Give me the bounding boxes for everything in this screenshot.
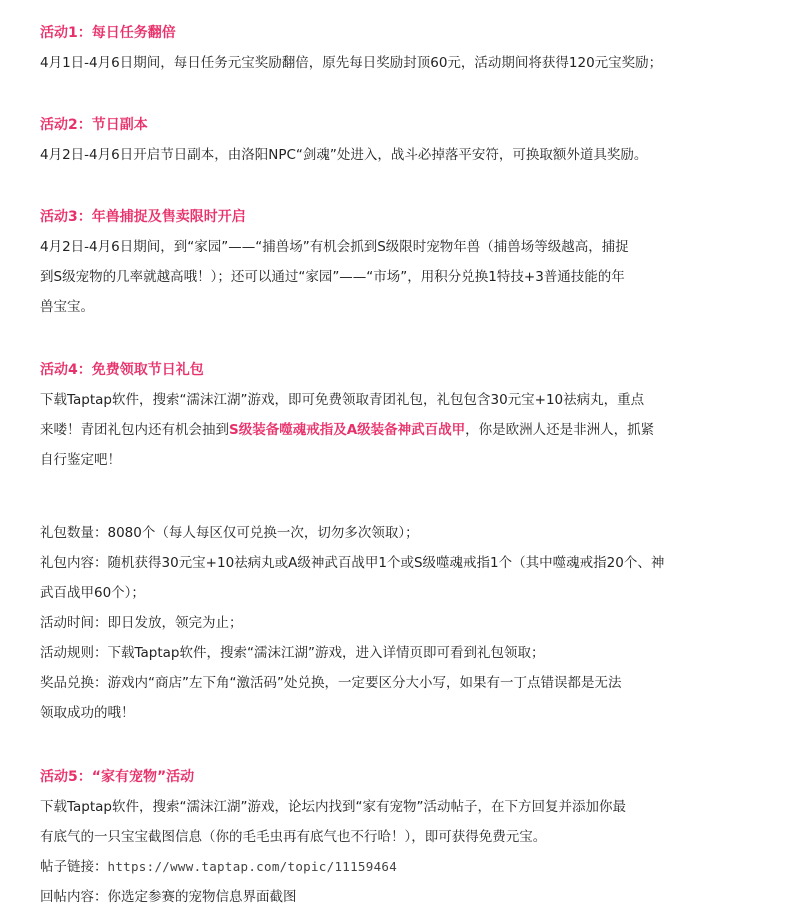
prize-redeem-cont: 领取成功的哦！ [40,705,135,721]
post-link-label: 帖子链接： [40,859,108,875]
gift-contents-cont: 武百战甲60个）； [40,585,145,601]
activity3-text-line: 4月2日-4月6日期间，到“家园”——“捕兽场”有机会抓到S级限时宠物年兽（捕兽场等级越高，捕捉 [40,239,629,255]
activity1-text: 4月1日-4月6日期间，每日任务元宝奖励翻倍，原先每日奖励封顶60元，活动期间将获得120元宝奖励； [40,55,663,71]
activity5-text-line: 有底气的一只宝宝截图信息（你的毛毛虫再有底气也不行哈！），即可获得免费元宝。 [40,829,547,845]
activity4-title: 活动4：免费领取节日礼包 [40,362,204,378]
spacer [40,728,760,762]
activity4-text-line: 下载Taptap软件，搜索“濡沫江湖”游戏，即可免费领取青团礼包，礼包包含30元宝+10祛病丸，重点 [40,392,645,408]
activity4-text-line [40,415,760,445]
activity4-text-line: 自行鉴定吧！ [40,452,121,468]
spacer [40,322,760,355]
activity4-line2-prefix: 来喽！青团礼包内还有机会抽到 [40,422,229,438]
activity3-text-line: 兽宝宝。 [40,299,94,315]
event-time: 活动时间：即日发放，领完为止； [40,615,243,631]
post-link[interactable]: https://www.taptap.com/topic/11159464 [107,859,398,874]
activity5-text-line: 下载Taptap软件，搜索“濡沫江湖”游戏，论坛内找到“家有宠物”活动帖子，在下方回复并添加你最 [40,799,626,815]
activity1-title: 活动1：每日任务翻倍 [40,25,176,41]
reply-content: 回帖内容：你选定参赛的宠物信息界面截图 [40,889,297,905]
spacer [40,170,760,202]
spacer [40,78,760,110]
article-body [40,18,760,912]
gift-quantity: 礼包数量：8080个（每人每区仅可兑换一次，切勿多次领取）； [40,525,419,541]
activity5-title: 活动5：“家有宠物”活动 [40,769,195,785]
activity3-title: 活动3：年兽捕捉及售卖限时开启 [40,209,246,225]
activity4-line2-suffix: ，你是欧洲人还是非洲人，抓紧 [465,422,655,438]
gift-contents: 礼包内容：随机获得30元宝+10祛病丸或A级神武百战甲1个或S级噬魂戒指1个（其中噬魂戒指20个、神 [40,555,665,571]
activity3-text-line: 到S级宠物的几率就越高哦！）；还可以通过“家园”——“市场”，用积分兑换1特技+3普通技能的年 [40,269,625,285]
spacer [40,475,760,518]
activity2-title: 活动2：节日副本 [40,117,148,133]
activity4-highlight-prizes: S级装备噬魂戒指及A级装备神武百战甲 [229,422,466,438]
activity2-text: 4月2日-4月6日开启节日副本，由洛阳NPC“剑魂”处进入，战斗必掉落平安符，可换取额外道具奖励。 [40,147,648,163]
event-rules: 活动规则：下载Taptap软件，搜索“濡沫江湖”游戏，进入详情页即可看到礼包领取； [40,645,545,661]
prize-redeem: 奖品兑换：游戏内“商店”左下角“激活码”处兑换，一定要区分大小写，如果有一丁点错误都是无法 [40,675,622,691]
post-link-row [40,852,760,882]
